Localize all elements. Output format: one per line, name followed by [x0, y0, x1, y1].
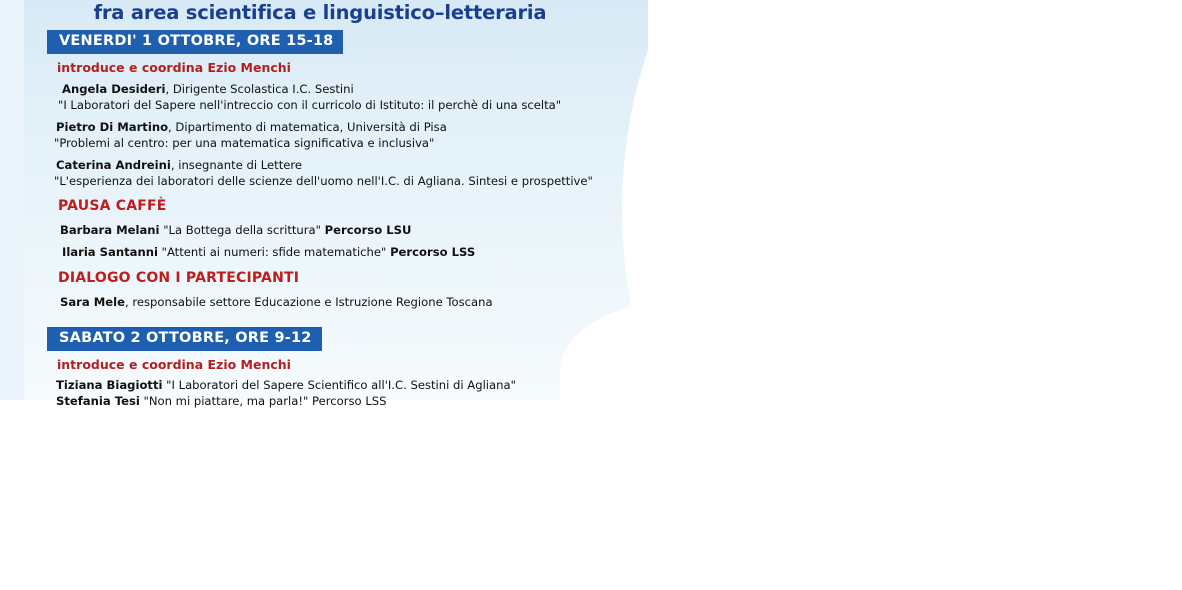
entry-tesi-name: Stefania Tesi — [56, 394, 140, 408]
entry-desideri — [58, 82, 562, 113]
entry-santanni — [62, 245, 475, 261]
section-pausa-caffe: PAUSA CAFFÈ — [58, 198, 167, 214]
entry-dimartino-title: "Problemi al centro: per una matematica significativa e inclusiva" — [54, 135, 435, 150]
entry-desideri-name: Angela Desideri — [62, 82, 166, 96]
entry-melani-percorso: Percorso LSU — [324, 223, 412, 237]
intro-prefix-friday: introduce e coordina — [57, 60, 208, 75]
section-dialogo: DIALOGO CON I PARTECIPANTI — [58, 270, 300, 286]
entry-mele-name: Sara Mele — [60, 295, 125, 309]
entry-dimartino-name: Pietro Di Martino — [56, 120, 169, 134]
entry-biagiotti-name: Tiziana Biagiotti — [56, 378, 163, 392]
entry-andreini-role: , insegnante di Lettere — [170, 158, 303, 172]
entry-andreini — [56, 158, 593, 189]
entry-santanni-name: Ilaria Santanni — [62, 245, 158, 259]
entry-mele-role: , responsabile settore Educazione e Istruzione Regione Toscana — [125, 295, 493, 309]
entry-andreini-name: Caterina Andreini — [56, 158, 171, 172]
entry-melani — [60, 223, 411, 239]
entry-dimartino — [56, 120, 447, 151]
entry-mele — [60, 295, 493, 311]
intro-line-friday — [57, 60, 291, 75]
intro-name-friday: Ezio Menchi — [207, 60, 291, 75]
entry-tesi-title: "Non mi piattare, ma parla!" Percorso LSS — [139, 394, 387, 408]
entry-desideri-role: , Dirigente Scolastica I.C. Sestini — [165, 82, 354, 96]
entry-tesi — [56, 394, 387, 410]
page-title — [0, 2, 640, 24]
entry-santanni-percorso: Percorso LSS — [390, 245, 476, 259]
entry-melani-title: "La Bottega della scrittura" — [159, 223, 325, 237]
poster-page — [0, 0, 697, 408]
entry-biagiotti-title: "I Laboratori del Sapere Scientifico all'I.C. Sestini di Agliana" — [162, 378, 516, 392]
poster-content — [0, 0, 697, 408]
intro-name-saturday: Ezio Menchi — [207, 357, 291, 372]
entry-melani-name: Barbara Melani — [60, 223, 160, 237]
day-bar-saturday: SABATO 2 OTTOBRE, ORE 9-12 — [47, 327, 322, 351]
intro-line-saturday — [57, 357, 291, 372]
intro-prefix-saturday: introduce e coordina — [57, 357, 208, 372]
entry-desideri-title: "I Laboratori del Sapere nell'intreccio con il curricolo di Istituto: il perchè di una scelta" — [58, 97, 562, 112]
entry-dimartino-role: , Dipartimento di matematica, Università di Pisa — [168, 120, 447, 134]
entry-biagiotti — [56, 378, 516, 394]
entry-andreini-title: "L'esperienza dei laboratori delle scienze dell'uomo nell'I.C. di Agliana. Sintesi e prospettive" — [54, 173, 593, 188]
day-bar-friday: VENERDI' 1 OTTOBRE, ORE 15-18 — [47, 30, 343, 54]
entry-santanni-title: "Attenti ai numeri: sfide matematiche" — [157, 245, 391, 259]
page-title-line-1: fra area scientifica e linguistico–letteraria — [93, 1, 547, 24]
